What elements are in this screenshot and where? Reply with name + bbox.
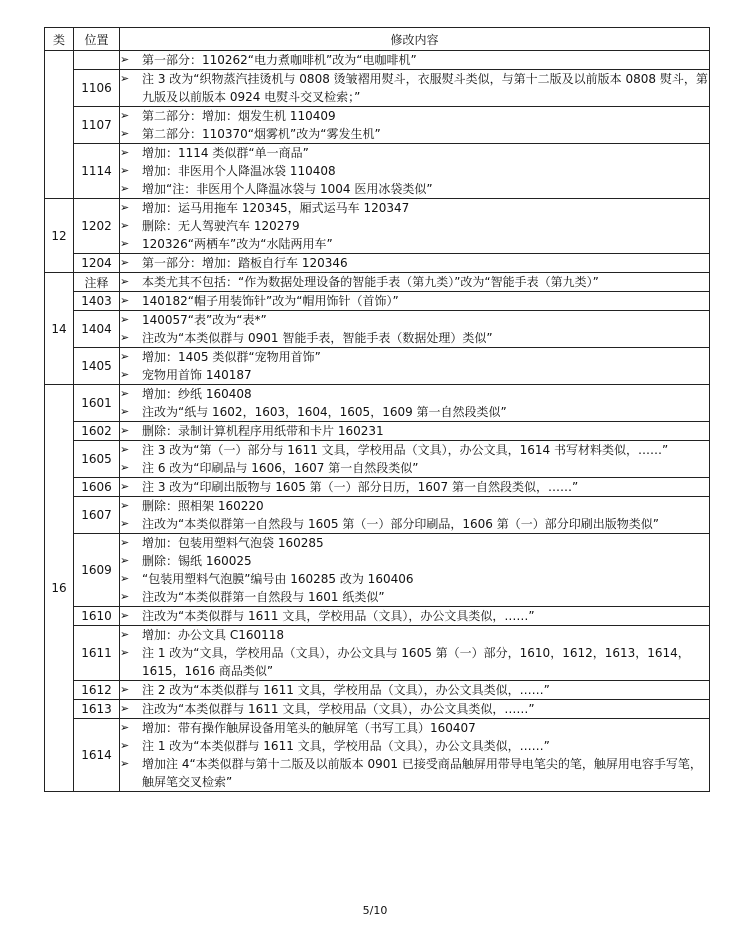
list-item [120, 217, 709, 235]
item-text: 第二部分：110370“烟雾机”改为“雾发生机” [142, 127, 381, 141]
arrowhead-bullet-icon: ➢ [120, 201, 130, 214]
table-row [45, 292, 710, 311]
list-item [120, 644, 709, 680]
position-cell: 1607 [74, 497, 120, 534]
content-cell [120, 311, 710, 348]
table-row [45, 273, 710, 292]
arrowhead-bullet-icon: ➢ [120, 294, 130, 307]
list-item [120, 497, 709, 515]
arrowhead-bullet-icon: ➢ [120, 443, 130, 456]
item-text: 140057“表”改为“表*” [142, 313, 267, 327]
list-item [120, 478, 709, 496]
item-text: 第一部分：110262“电力煮咖啡机”改为“电咖啡机” [142, 53, 417, 67]
list-item [120, 273, 709, 291]
position-cell: 1404 [74, 311, 120, 348]
item-text: 增加：1405 类似群“宠物用首饰” [142, 350, 321, 364]
item-text: 增加：1114 类似群“单一商品” [142, 146, 309, 160]
position-cell: 1106 [74, 70, 120, 107]
list-item [120, 70, 709, 106]
content-cell [120, 70, 710, 107]
arrowhead-bullet-icon: ➢ [120, 480, 130, 493]
content-cell [120, 348, 710, 385]
position-cell: 1601 [74, 385, 120, 422]
arrowhead-bullet-icon: ➢ [120, 757, 130, 770]
table-row [45, 144, 710, 199]
position-cell: 1611 [74, 626, 120, 681]
arrowhead-bullet-icon: ➢ [120, 368, 130, 381]
item-text: 增加：办公文具 C160118 [142, 628, 285, 642]
table-row [45, 441, 710, 478]
list-item [120, 292, 709, 310]
arrowhead-bullet-icon: ➢ [120, 53, 130, 66]
item-text: 删除：照相架 160220 [142, 499, 264, 513]
position-cell: 1403 [74, 292, 120, 311]
content-cell [120, 273, 710, 292]
page-number: 5/10 [362, 904, 388, 917]
arrowhead-bullet-icon: ➢ [120, 109, 130, 122]
table-header-row [45, 28, 710, 51]
item-text: 注 3 改为“印刷出版物与 1605 第（一）部分日历，1607 第一自然段类似，……” [142, 480, 579, 494]
list-item [120, 700, 709, 718]
item-text: 第一部分：增加：踏板自行车 120346 [142, 256, 348, 270]
content-cell [120, 51, 710, 70]
position-cell: 1614 [74, 719, 120, 792]
content-cell [120, 107, 710, 144]
item-text: 增加：非医用个人降温冰袋 110408 [142, 164, 336, 178]
list-item [120, 311, 709, 329]
position-cell: 1602 [74, 422, 120, 441]
item-text: 注 2 改为“本类似群与 1611 文具，学校用品（文具），办公文具类似，……” [142, 683, 550, 697]
item-text: 注 1 改为“文具，学校用品（文具），办公文具与 1605 第（一）部分，1610，1612，1613，1614，1615，1616 商品类似” [142, 646, 690, 678]
arrowhead-bullet-icon: ➢ [120, 646, 130, 659]
arrowhead-bullet-icon: ➢ [120, 313, 130, 326]
item-text: 删除：锡纸 160025 [142, 554, 252, 568]
list-item [120, 607, 709, 625]
item-text: 宠物用首饰 140187 [142, 368, 252, 382]
table-row [45, 70, 710, 107]
item-text: 注 6 改为“印刷品与 1606，1607 第一自然段类似” [142, 461, 419, 475]
arrowhead-bullet-icon: ➢ [120, 517, 130, 530]
position-cell: 1114 [74, 144, 120, 199]
arrowhead-bullet-icon: ➢ [120, 219, 130, 232]
content-cell [120, 534, 710, 607]
arrowhead-bullet-icon: ➢ [120, 256, 130, 269]
item-text: 增加：包装用塑料气泡袋 160285 [142, 536, 324, 550]
position-cell: 1613 [74, 700, 120, 719]
arrowhead-bullet-icon: ➢ [120, 702, 130, 715]
arrowhead-bullet-icon: ➢ [120, 739, 130, 752]
content-cell [120, 607, 710, 626]
position-cell: 1605 [74, 441, 120, 478]
table-row [45, 311, 710, 348]
arrowhead-bullet-icon: ➢ [120, 424, 130, 437]
content-cell [120, 626, 710, 681]
item-text: 注 1 改为“本类似群与 1611 文具，学校用品（文具），办公文具类似，……” [142, 739, 550, 753]
item-text: 增加“注：非医用个人降温冰袋与 1004 医用冰袋类似” [142, 182, 433, 196]
list-item [120, 107, 709, 125]
position-cell [74, 51, 120, 70]
arrowhead-bullet-icon: ➢ [120, 127, 130, 140]
list-item [120, 199, 709, 217]
arrowhead-bullet-icon: ➢ [120, 536, 130, 549]
arrowhead-bullet-icon: ➢ [120, 461, 130, 474]
item-text: 第二部分：增加：烟发生机 110409 [142, 109, 336, 123]
item-text: 增加：带有操作触屏设备用笔头的触屏笔（书写工具）160407 [142, 721, 476, 735]
table-row [45, 626, 710, 681]
table-row [45, 497, 710, 534]
arrowhead-bullet-icon: ➢ [120, 350, 130, 363]
item-text: 增加注 4“本类似群与第十二版及以前版本 0901 已接受商品触屏用带导电笔尖的笔，触屏用电容手写笔，触屏笔交叉检索” [142, 757, 702, 789]
list-item [120, 755, 709, 791]
list-item [120, 254, 709, 272]
list-item [120, 403, 709, 421]
table-row [45, 385, 710, 422]
content-cell [120, 478, 710, 497]
table-row [45, 422, 710, 441]
arrowhead-bullet-icon: ➢ [120, 405, 130, 418]
item-text: 本类尤其不包括：“作为数据处理设备的智能手表（第九类）”改为“智能手表（第九类）” [142, 275, 599, 289]
table-row [45, 534, 710, 607]
item-text: 140182“帽子用装饰针”改为“帽用饰针（首饰）” [142, 294, 399, 308]
list-item [120, 719, 709, 737]
list-item [120, 348, 709, 366]
table-row [45, 607, 710, 626]
item-text: 120326“两栖车”改为“水陆两用车” [142, 237, 333, 251]
arrowhead-bullet-icon: ➢ [120, 572, 130, 585]
list-item [120, 180, 709, 198]
content-cell [120, 422, 710, 441]
position-cell: 1609 [74, 534, 120, 607]
table-row [45, 700, 710, 719]
header-class: 类 [45, 28, 74, 51]
arrowhead-bullet-icon: ➢ [120, 683, 130, 696]
list-item [120, 125, 709, 143]
table-row [45, 51, 710, 70]
table-row [45, 254, 710, 273]
arrowhead-bullet-icon: ➢ [120, 275, 130, 288]
content-cell [120, 719, 710, 792]
item-text: 注改为“本类似群第一自然段与 1601 纸类似” [142, 590, 385, 604]
item-text: 增加：纱纸 160408 [142, 387, 252, 401]
item-text: 注 3 改为“第（一）部分与 1611 文具，学校用品（文具），办公文具，1614 书写材料类似，……” [142, 443, 669, 457]
list-item [120, 459, 709, 477]
content-cell [120, 144, 710, 199]
list-item [120, 515, 709, 533]
list-item [120, 366, 709, 384]
item-text: 注改为“本类似群与 0901 智能手表，智能手表（数据处理）类似” [142, 331, 493, 345]
table-row [45, 719, 710, 792]
arrowhead-bullet-icon: ➢ [120, 331, 130, 344]
list-item [120, 162, 709, 180]
item-text: 注改为“本类似群第一自然段与 1605 第（一）部分印刷品，1606 第（一）部分印刷出版物类似” [142, 517, 659, 531]
item-text: 注改为“本类似群与 1611 文具，学校用品（文具），办公文具类似，……” [142, 609, 535, 623]
arrowhead-bullet-icon: ➢ [120, 387, 130, 400]
position-cell: 1202 [74, 199, 120, 254]
list-item [120, 144, 709, 162]
arrowhead-bullet-icon: ➢ [120, 237, 130, 250]
arrowhead-bullet-icon: ➢ [120, 628, 130, 641]
item-text: 增加：运马用拖车 120345，厢式运马车 120347 [142, 201, 410, 215]
position-cell: 注释 [74, 273, 120, 292]
table-row [45, 199, 710, 254]
position-cell: 1606 [74, 478, 120, 497]
content-cell [120, 385, 710, 422]
table-row [45, 348, 710, 385]
header-content: 修改内容 [120, 28, 710, 51]
table-body [45, 51, 710, 792]
list-item [120, 534, 709, 552]
arrowhead-bullet-icon: ➢ [120, 609, 130, 622]
list-item [120, 570, 709, 588]
list-item [120, 422, 709, 440]
arrowhead-bullet-icon: ➢ [120, 499, 130, 512]
arrowhead-bullet-icon: ➢ [120, 590, 130, 603]
header-position: 位置 [74, 28, 120, 51]
class-number-cell: 16 [45, 385, 74, 792]
item-text: 注改为“本类似群与 1611 文具，学校用品（文具），办公文具类似，……” [142, 702, 535, 716]
content-cell [120, 199, 710, 254]
table-row [45, 478, 710, 497]
content-cell [120, 681, 710, 700]
item-text: 删除：录制计算机程序用纸带和卡片 160231 [142, 424, 384, 438]
content-cell [120, 441, 710, 478]
list-item [120, 737, 709, 755]
arrowhead-bullet-icon: ➢ [120, 146, 130, 159]
item-text: 删除：无人驾驶汽车 120279 [142, 219, 300, 233]
list-item [120, 552, 709, 570]
class-number-cell [45, 51, 74, 199]
class-number-cell: 12 [45, 199, 74, 273]
list-item [120, 329, 709, 347]
arrowhead-bullet-icon: ➢ [120, 721, 130, 734]
content-cell [120, 292, 710, 311]
list-item [120, 385, 709, 403]
table-row [45, 107, 710, 144]
list-item [120, 51, 709, 69]
arrowhead-bullet-icon: ➢ [120, 164, 130, 177]
position-cell: 1612 [74, 681, 120, 700]
item-text: 注 3 改为“织物蒸汽挂烫机与 0808 烫皱褶用熨斗，衣服熨斗类似，与第十二版及以前版本 0808 熨斗，第九版及以前版本 0924 电熨斗交叉检索；” [142, 72, 708, 104]
position-cell: 1204 [74, 254, 120, 273]
modification-table [44, 27, 710, 792]
arrowhead-bullet-icon: ➢ [120, 554, 130, 567]
list-item [120, 626, 709, 644]
content-cell [120, 700, 710, 719]
list-item [120, 588, 709, 606]
position-cell: 1610 [74, 607, 120, 626]
list-item [120, 441, 709, 459]
position-cell: 1405 [74, 348, 120, 385]
list-item [120, 235, 709, 253]
table-row [45, 681, 710, 700]
arrowhead-bullet-icon: ➢ [120, 72, 130, 85]
content-cell [120, 497, 710, 534]
content-cell [120, 254, 710, 273]
item-text: 注改为“纸与 1602，1603，1604，1605，1609 第一自然段类似” [142, 405, 507, 419]
class-number-cell: 14 [45, 273, 74, 385]
arrowhead-bullet-icon: ➢ [120, 182, 130, 195]
position-cell: 1107 [74, 107, 120, 144]
list-item [120, 681, 709, 699]
item-text: “包装用塑料气泡膜”编号由 160285 改为 160406 [142, 572, 414, 586]
